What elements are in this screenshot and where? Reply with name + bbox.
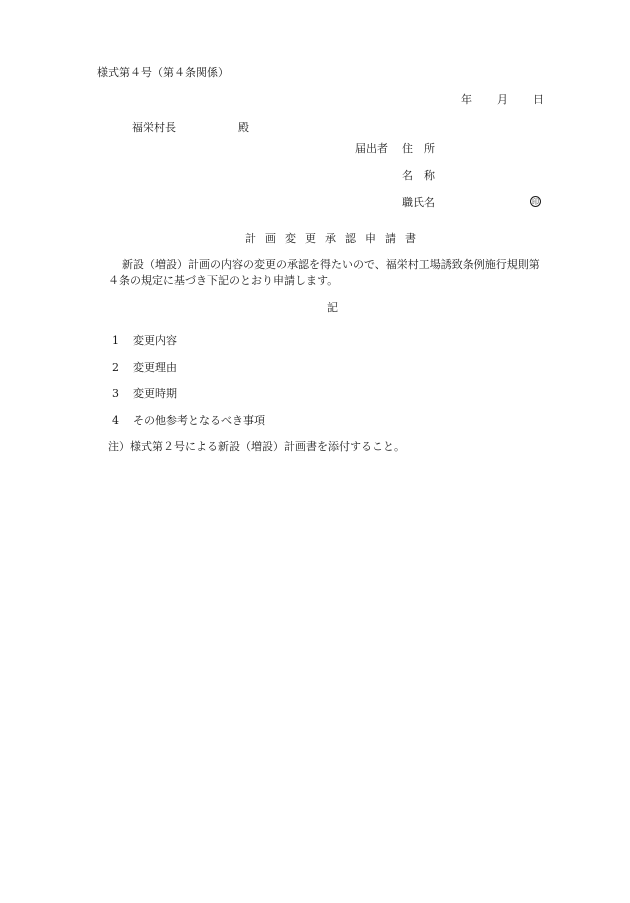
date-day: 日 xyxy=(533,93,544,106)
item-number: 4 xyxy=(112,414,119,427)
form-number: 様式第４号（第４条関係） xyxy=(97,66,229,79)
remark-note: 注）様式第２号による新設（増設）計画書を添付すること。 xyxy=(108,440,405,453)
item-label: 変更理由 xyxy=(133,361,177,374)
note-header: 記 xyxy=(327,301,338,314)
name-label: 名 称 xyxy=(402,169,435,182)
item-label: 変更時期 xyxy=(133,387,177,400)
date-month: 月 xyxy=(497,93,508,106)
seal-mark-icon: 印 xyxy=(532,198,539,206)
addressee-honorific: 殿 xyxy=(238,121,249,134)
document-title: 計画変更承認申請書 xyxy=(245,232,425,245)
applicant-label: 届出者 xyxy=(355,142,388,155)
item-number: 3 xyxy=(112,387,119,400)
item-label: その他参考となるべき事項 xyxy=(133,414,265,427)
body-line-2: ４条の規定に基づき下記のとおり申請します。 xyxy=(108,274,339,287)
body-paragraph xyxy=(108,257,553,289)
item-number: 2 xyxy=(112,361,119,374)
official-name-label: 職氏名 xyxy=(402,196,435,209)
body-line-1: 新設（増設）計画の内容の変更の承認を得たいので、福栄村工場誘致条例施行規則第 xyxy=(122,258,540,271)
addressee-name: 福栄村長 xyxy=(132,121,176,134)
address-label: 住 所 xyxy=(402,142,435,155)
item-label: 変更内容 xyxy=(133,334,177,347)
item-number: 1 xyxy=(112,334,119,347)
date-year: 年 xyxy=(461,93,472,106)
